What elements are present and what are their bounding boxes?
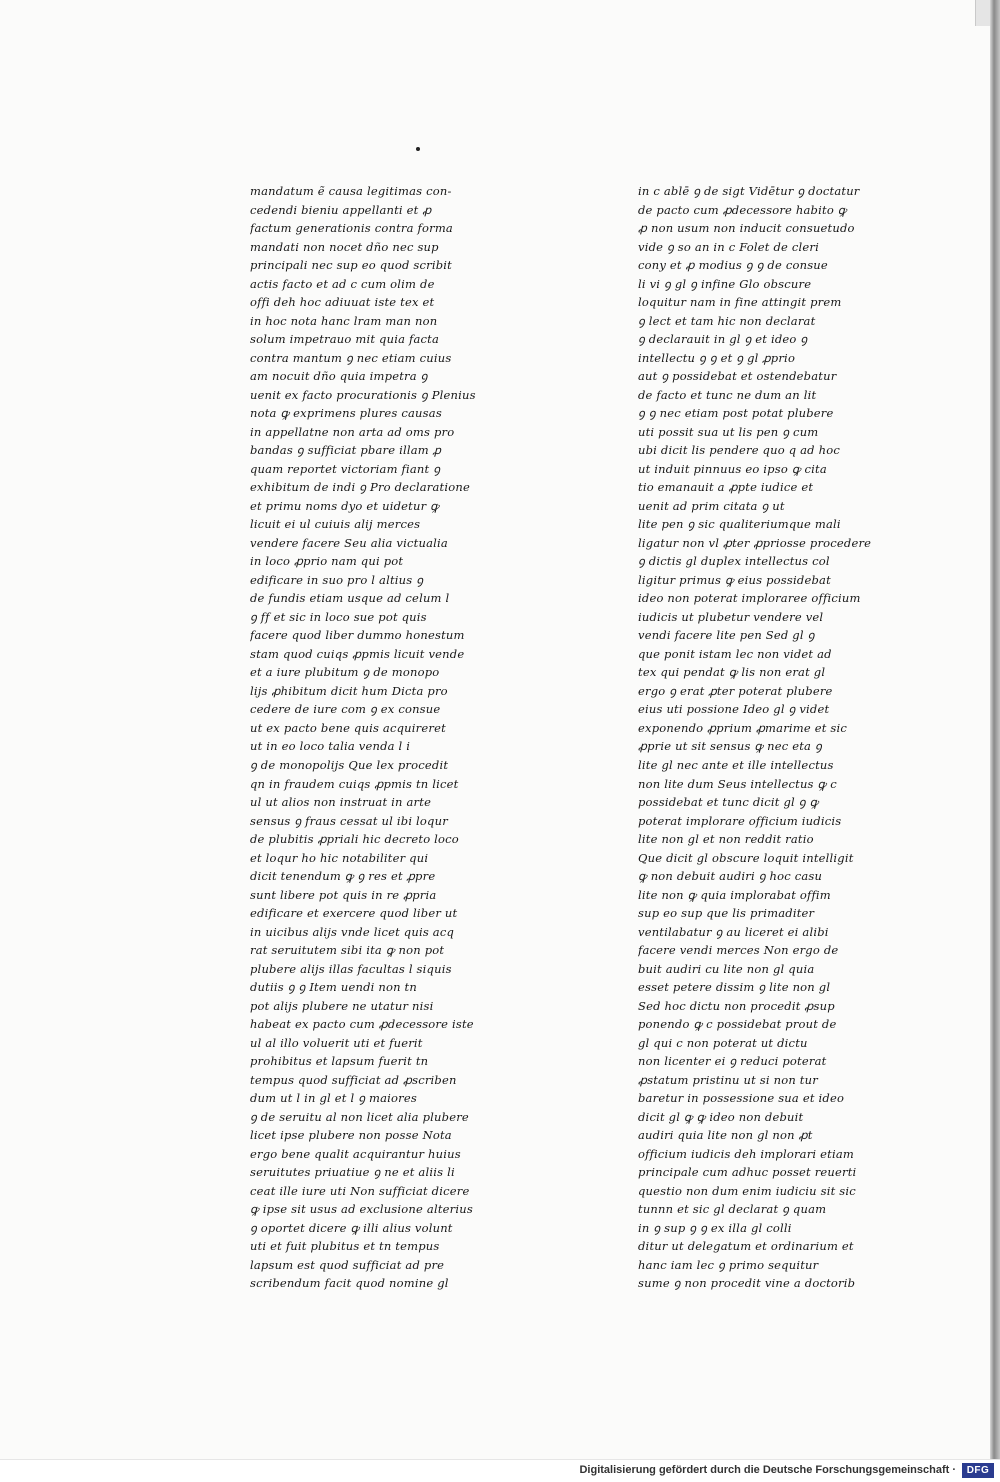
- page-corner: [975, 0, 990, 26]
- manuscript-line: ꝯ lect et tam hic non declarat: [638, 313, 816, 328]
- manuscript-line: non licenter ei ꝯ reduci poterat: [638, 1054, 827, 1069]
- manuscript-line: ꝯ ff et sic in loco sue pot quis: [250, 609, 427, 624]
- manuscript-line: non lite dum Seus intellectus ꝙ c: [638, 776, 837, 791]
- manuscript-line: ꝯ ꝯ nec etiam post potat plubere: [638, 406, 834, 421]
- manuscript-line: questio non dum enim iudiciu sit sic: [638, 1183, 856, 1198]
- manuscript-line: seruitutes priuatiue ꝯ ne et aliis li: [250, 1165, 455, 1180]
- manuscript-line: facere vendi merces Non ergo de: [638, 943, 839, 958]
- manuscript-line: lite pen ꝯ sic qualiteriumque mali: [638, 517, 841, 532]
- manuscript-line: mandatum ẽ causa legitimas con-: [250, 184, 452, 198]
- manuscript-line: poterat implorare officium iudicis: [638, 813, 842, 828]
- manuscript-line: in ꝯ sup ꝯ ꝯ ex illa gl colli: [638, 1220, 792, 1235]
- manuscript-line: habeat ex pacto cum ꝓdecessore iste: [250, 1017, 474, 1032]
- manuscript-line: loquitur nam in fine attingit prem: [638, 295, 842, 310]
- manuscript-line: qn in fraudem cuiqs ꝓpmis tn licet: [250, 776, 459, 791]
- manuscript-line: in c ablē ꝯ de sigt Vidētur ꝯ doctatur: [638, 184, 860, 198]
- manuscript-line: cedere de iure com ꝯ ex consue: [250, 702, 441, 717]
- manuscript-line: esset petere dissim ꝯ lite non gl: [638, 980, 831, 995]
- manuscript-line: et loqur ho hic notabiliter qui: [250, 850, 429, 865]
- manuscript-line: in hoc nota hanc lram man non: [250, 313, 438, 328]
- manuscript-line: audiri quia lite non gl non ꝓt: [638, 1128, 813, 1143]
- manuscript-line: Sed hoc dictu non procedit ꝓsup: [638, 998, 835, 1013]
- manuscript-line: sume ꝯ non procedit vine a doctorib: [638, 1276, 856, 1291]
- dfg-logo-icon: DFG: [962, 1463, 994, 1478]
- manuscript-line: ceat ille iure uti Non sufficiat dicere: [250, 1183, 470, 1198]
- manuscript-line: ꝙ non debuit audiri ꝯ hoc casu: [638, 869, 823, 884]
- manuscript-line: tio emanauit a ꝓpte iudice et: [638, 480, 814, 495]
- manuscript-line: ergo ꝯ erat ꝓter poterat plubere: [638, 683, 833, 698]
- manuscript-line: principale cum adhuc posset reuerti: [638, 1165, 857, 1180]
- manuscript-line: hanc iam lec ꝯ primo sequitur: [638, 1257, 819, 1272]
- manuscript-line: licuit ei ul cuiuis alij merces: [250, 517, 421, 532]
- manuscript-line: principali nec sup eo quod scribit: [250, 258, 452, 273]
- footer-bar: [0, 1459, 1000, 1482]
- manuscript-line: vide ꝯ so an in c Folet de cleri: [638, 239, 819, 254]
- manuscript-line: solum impetrauo mit quia facta: [250, 332, 440, 347]
- manuscript-line: aut ꝯ possidebat et ostendebatur: [638, 369, 837, 384]
- manuscript-line: baretur in possessione sua et ideo: [638, 1091, 845, 1106]
- manuscript-line: licet ipse plubere non posse Nota: [250, 1128, 452, 1143]
- manuscript-line: uti possit sua ut lis pen ꝯ cum: [638, 424, 819, 439]
- right-text-column: [638, 182, 930, 1293]
- page-edge-shadow: [990, 0, 1000, 1460]
- manuscript-line: de facto et tunc ne dum an lit: [638, 387, 817, 402]
- manuscript-line: edificare in suo pro l altius ꝯ: [250, 572, 424, 587]
- manuscript-line: cony et ꝓ modius ꝯ ꝯ de consue: [638, 258, 828, 273]
- manuscript-line: sunt libere pot quis in re ꝓpria: [250, 887, 437, 902]
- manuscript-line: eius uti possione Ideo gl ꝯ videt: [638, 702, 830, 717]
- manuscript-line: factum generationis contra forma: [250, 221, 453, 236]
- manuscript-line: ut ex pacto bene quis acquireret: [250, 720, 446, 735]
- manuscript-line: li vi ꝯ gl ꝯ infine Glo obscure: [638, 276, 812, 291]
- manuscript-line: exponendo ꝓprium ꝓmarime et sic: [638, 720, 848, 735]
- manuscript-line: ul al illo voluerit uti et fuerit: [250, 1035, 423, 1050]
- manuscript-line: ut induit pinnuus eo ipso ꝙ cita: [638, 461, 827, 476]
- manuscript-line: vendere facere Seu alia victualia: [250, 535, 448, 550]
- manuscript-line: gl qui c non poterat ut dictu: [638, 1035, 808, 1050]
- ink-dot: [416, 147, 420, 151]
- manuscript-line: nota ꝙ exprimens plures causas: [250, 406, 442, 421]
- manuscript-line: scribendum facit quod nomine gl: [250, 1276, 449, 1291]
- manuscript-line: ul ut alios non instruat in arte: [250, 795, 432, 810]
- manuscript-line: sup eo sup que lis primaditer: [638, 906, 815, 921]
- manuscript-line: de fundis etiam usque ad celum l: [250, 591, 450, 606]
- manuscript-line: lijs ꝓhibitum dicit hum Dicta pro: [250, 683, 448, 698]
- manuscript-line: am nocuit dño quia impetra ꝯ: [250, 369, 428, 384]
- manuscript-line: lite gl nec ante et ille intellectus: [638, 757, 834, 772]
- manuscript-line: ꝯ declarauit in gl ꝯ et ideo ꝯ: [638, 332, 808, 347]
- manuscript-line: in appellatne non arta ad oms pro: [250, 424, 455, 439]
- manuscript-line: sensus ꝯ fraus cessat ul ibi loqur: [250, 813, 448, 828]
- manuscript-line: tempus quod sufficiat ad ꝓscriben: [250, 1072, 457, 1087]
- manuscript-line: ꝓ non usum non inducit consuetudo: [638, 221, 855, 236]
- manuscript-line: ponendo ꝙ c possidebat prout de: [638, 1017, 837, 1032]
- manuscript-line: de pacto cum ꝓdecessore habito ꝙ: [638, 202, 847, 217]
- manuscript-line: contra mantum ꝯ nec etiam cuius: [250, 350, 452, 365]
- manuscript-line: lite non gl et non reddit ratio: [638, 832, 814, 847]
- manuscript-line: et a iure plubitum ꝯ de monopo: [250, 665, 440, 680]
- manuscript-line: ꝙ ipse sit usus ad exclusione alterius: [250, 1202, 473, 1217]
- manuscript-line: dutiis ꝯ ꝯ Item uendi non tn: [250, 980, 417, 995]
- manuscript-line: uti et fuit plubitus et tn tempus: [250, 1239, 440, 1254]
- manuscript-line: ꝓprie ut sit sensus ꝙ nec eta ꝯ: [638, 739, 822, 754]
- manuscript-line: ꝯ de monopolijs Que lex procedit: [250, 757, 449, 772]
- manuscript-line: ditur ut delegatum et ordinarium et: [638, 1239, 854, 1254]
- manuscript-line: ideo non poterat imploraree officium: [638, 591, 861, 606]
- manuscript-line: dum ut l in gl et l ꝯ maiores: [250, 1091, 417, 1106]
- manuscript-line: ut in eo loco talia venda l i: [250, 739, 411, 754]
- manuscript-line: lapsum est quod sufficiat ad pre: [250, 1257, 445, 1272]
- manuscript-line: et primu noms dyo et uidetur ꝙ: [250, 498, 439, 513]
- manuscript-line: que ponit istam lec non videt ad: [638, 646, 832, 661]
- funding-notice: Digitalisierung gefördert durch die Deutsche Forschungsgemeinschaft ·: [579, 1464, 956, 1476]
- manuscript-line: in uicibus alijs vnde licet quis acq: [250, 924, 455, 939]
- manuscript-line: dicit gl ꝙ ꝙ ideo non debuit: [638, 1109, 804, 1124]
- manuscript-line: bandas ꝯ sufficiat pbare illam ꝓ: [250, 443, 442, 458]
- manuscript-line: ꝯ dictis gl duplex intellectus col: [638, 554, 830, 569]
- left-text-column: [250, 182, 515, 1293]
- manuscript-line: Que dicit gl obscure loquit intelligit: [638, 850, 854, 865]
- manuscript-line: de plubitis ꝓpriali hic decreto loco: [250, 832, 459, 847]
- manuscript-line: ꝯ de seruitu al non licet alia plubere: [250, 1109, 469, 1124]
- manuscript-line: ligitur primus ꝙ eius possidebat: [638, 572, 831, 587]
- manuscript-line: ergo bene qualit acquirantur huius: [250, 1146, 461, 1161]
- manuscript-line: vendi facere lite pen Sed gl ꝯ: [638, 628, 815, 643]
- manuscript-line: cedendi bieniu appellanti et ꝓ: [250, 202, 432, 217]
- manuscript-line: plubere alijs illas facultas l siquis: [250, 961, 452, 976]
- manuscript-line: ubi dicit lis pendere quo q ad hoc: [638, 443, 840, 458]
- manuscript-line: ligatur non vl ꝓter ꝓpriosse procedere: [638, 535, 872, 550]
- manuscript-line: rat seruitutem sibi ita ꝙ non pot: [250, 943, 445, 958]
- manuscript-line: mandati non nocet dño nec sup: [250, 239, 439, 254]
- manuscript-line: ꝯ oportet dicere ꝙ illi alius volunt: [250, 1220, 453, 1235]
- manuscript-line: actis facto et ad c cum olim de: [250, 276, 435, 291]
- manuscript-line: stam quod cuiqs ꝓpmis licuit vende: [250, 646, 465, 661]
- manuscript-line: ventilabatur ꝯ au liceret ei alibi: [638, 924, 829, 939]
- manuscript-line: ꝓstatum pristinu ut si non tur: [638, 1072, 818, 1087]
- manuscript-line: tex qui pendat ꝙ lis non erat gl: [638, 665, 826, 680]
- manuscript-line: pot alijs plubere ne utatur nisi: [250, 998, 434, 1013]
- manuscript-line: uenit ad prim citata ꝯ ut: [638, 498, 785, 513]
- manuscript-line: facere quod liber dummo honestum: [250, 628, 465, 643]
- manuscript-line: offi deh hoc adiuuat iste tex et: [250, 295, 435, 310]
- manuscript-line: iudicis ut plubetur vendere vel: [638, 609, 824, 624]
- manuscript-line: exhibitum de indi ꝯ Pro declaratione: [250, 480, 470, 495]
- manuscript-line: dicit tenendum ꝙ ꝯ res et ꝓpre: [250, 869, 436, 884]
- manuscript-line: quam reportet victoriam fiant ꝯ: [250, 461, 441, 476]
- manuscript-line: in loco ꝓprio nam qui pot: [250, 554, 404, 569]
- manuscript-line: edificare et exercere quod liber ut: [250, 906, 458, 921]
- manuscript-line: officium iudicis deh implorari etiam: [638, 1146, 855, 1161]
- manuscript-line: tunnn et sic gl declarat ꝯ quam: [638, 1202, 827, 1217]
- manuscript-line: possidebat et tunc dicit gl ꝯ ꝙ: [638, 795, 819, 810]
- manuscript-line: lite non ꝙ quia implorabat offim: [638, 887, 831, 902]
- manuscript-line: uenit ex facto procurationis ꝯ Plenius: [250, 387, 476, 402]
- manuscript-line: intellectu ꝯ ꝯ et ꝯ gl ꝓprio: [638, 350, 796, 365]
- manuscript-line: buit audiri cu lite non gl quia: [638, 961, 815, 976]
- manuscript-line: prohibitus et lapsum fuerit tn: [250, 1054, 429, 1069]
